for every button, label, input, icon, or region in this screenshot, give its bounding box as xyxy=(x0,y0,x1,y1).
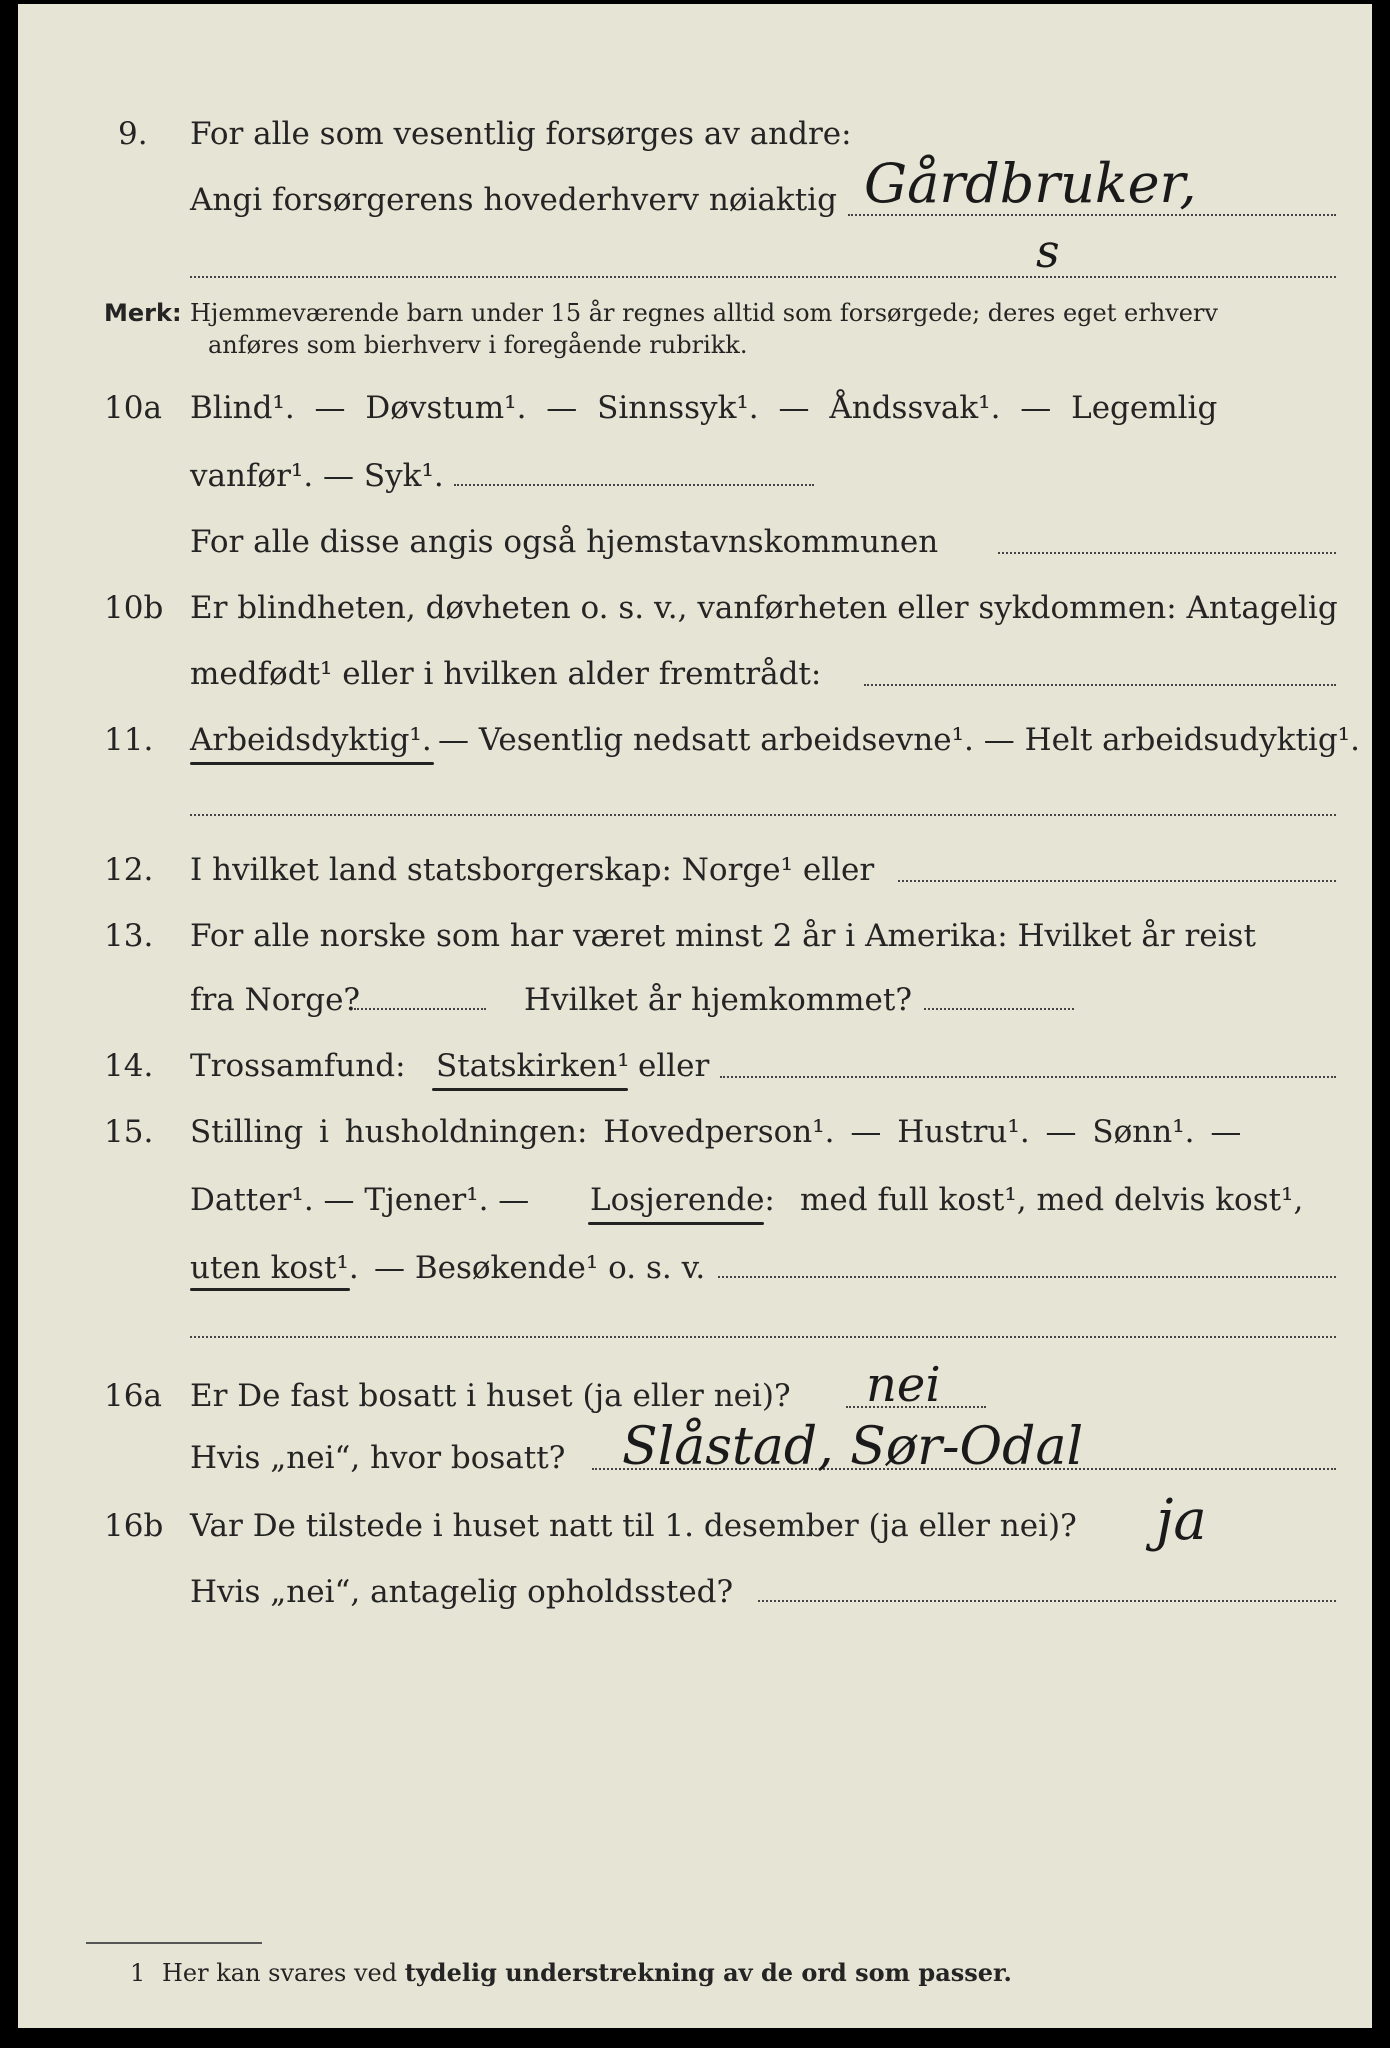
footnote-mark: 1 xyxy=(130,1959,146,1987)
q13-line2a: fra Norge? xyxy=(190,982,361,1018)
q15-answer-line xyxy=(718,1276,1336,1278)
q15-line1: Stilling i husholdningen: Hovedperson¹. — Hustru¹. — Sønn¹. — xyxy=(190,1114,1242,1150)
q12-answer-line xyxy=(898,880,1336,882)
q15-losjerende-underline xyxy=(588,1222,764,1225)
q15-option-losjerende: Losjerende: xyxy=(590,1182,775,1218)
q13-number: 13. xyxy=(104,918,154,954)
q10a-line3: For alle disse angis også hjemstavnskommunen xyxy=(190,524,939,560)
footnote-rule xyxy=(86,1942,262,1944)
q13-hjemkommet-line xyxy=(924,1008,1074,1010)
q14-rest: eller xyxy=(638,1048,710,1084)
q10b-answer-line xyxy=(864,684,1336,686)
q15-number: 15. xyxy=(104,1114,154,1150)
q10a-syk-line xyxy=(454,484,814,486)
q13-line2b: Hvilket år hjemkommet? xyxy=(524,982,912,1018)
q14-label: Trossamfund: xyxy=(190,1048,406,1084)
q11-number: 11. xyxy=(104,722,154,758)
q11-option-arbeidsdyktig: Arbeidsdyktig¹. xyxy=(190,722,432,758)
q15-option-uten-kost: uten kost¹. xyxy=(190,1250,359,1286)
q16b-number: 16b xyxy=(104,1508,164,1544)
merk-line1: Hjemmeværende barn under 15 år regnes alltid som forsørgede; deres eget erhverv xyxy=(190,299,1218,327)
merk-line2: anføres som bierhverv i foregående rubrikk. xyxy=(208,331,748,359)
q9-number: 9. xyxy=(118,116,148,152)
q10a-number: 10a xyxy=(104,390,162,426)
q12-text: I hvilket land statsborgerskap: Norge¹ eller xyxy=(190,852,875,888)
merk-label: Merk: xyxy=(104,299,182,327)
q10b-number: 10b xyxy=(104,590,164,626)
q15-line2a: Datter¹. — Tjener¹. — xyxy=(190,1182,530,1218)
q14-answer-line xyxy=(720,1076,1336,1078)
q16b-answer2-line xyxy=(758,1600,1336,1602)
q10b-line1: Er blindheten, døvheten o. s. v., vanførheten eller sykdommen: Antagelig xyxy=(190,590,1338,626)
q16a-number: 16a xyxy=(104,1378,162,1414)
footnote-text: Her kan svares ved tydelig understrekning av de ord som passer. xyxy=(162,1958,1012,1987)
q11-rest: — Vesentlig nedsatt arbeidsevne¹. — Helt arbeidsudyktig¹. xyxy=(438,722,1360,758)
q15-second-line xyxy=(190,1336,1336,1338)
q13-reist-line xyxy=(354,1008,486,1010)
q16b-line1: Var De tilstede i huset natt til 1. desember (ja eller nei)? xyxy=(190,1508,1077,1544)
q16b-line2: Hvis „nei“, antagelig opholdssted? xyxy=(190,1574,734,1610)
q16a-handwritten-answer2: Slåstad, Sør-Odal xyxy=(622,1417,1084,1477)
q9-line2: Angi forsørgerens hovederhverv nøiaktig xyxy=(190,182,837,218)
q12-number: 12. xyxy=(104,852,154,888)
q10a-hjemstavn-line xyxy=(998,552,1336,554)
q9-line1: For alle som vesentlig forsørges av andre: xyxy=(190,116,852,152)
q10a-line1: Blind¹. — Døvstum¹. — Sinnssyk¹. — Åndssvak¹. — Legemlig xyxy=(190,390,1218,426)
q14-option-statskirken: Statskirken¹ xyxy=(436,1048,630,1084)
q16a-handwritten-answer1: nei xyxy=(866,1357,941,1413)
q16a-line2: Hvis „nei“, hvor bosatt? xyxy=(190,1440,566,1476)
q15-uten-kost-underline xyxy=(190,1288,350,1291)
q15-line2c: med full kost¹, med delvis kost¹, xyxy=(800,1182,1304,1218)
q14-underline xyxy=(432,1088,628,1091)
q9-handwritten-mark: s xyxy=(1036,224,1060,278)
q10b-line2: medfødt¹ eller i hvilken alder fremtrådt: xyxy=(190,656,822,692)
q15-line3b: — Besøkende¹ o. s. v. xyxy=(374,1250,706,1286)
q10a-line2: vanfør¹. — Syk¹. xyxy=(190,458,444,494)
q9-handwritten-answer: Gårdbruker, xyxy=(864,152,1197,215)
q14-number: 14. xyxy=(104,1048,154,1084)
census-form-page xyxy=(18,4,1372,2028)
q13-line1: For alle norske som har været minst 2 år i Amerika: Hvilket år reist xyxy=(190,918,1256,954)
q9-second-line xyxy=(190,276,1336,278)
q11-underline xyxy=(190,762,434,765)
q11-answer-line xyxy=(190,814,1336,816)
q16a-line1: Er De fast bosatt i huset (ja eller nei)? xyxy=(190,1378,791,1414)
q16b-handwritten-answer1: ja xyxy=(1156,1488,1207,1553)
